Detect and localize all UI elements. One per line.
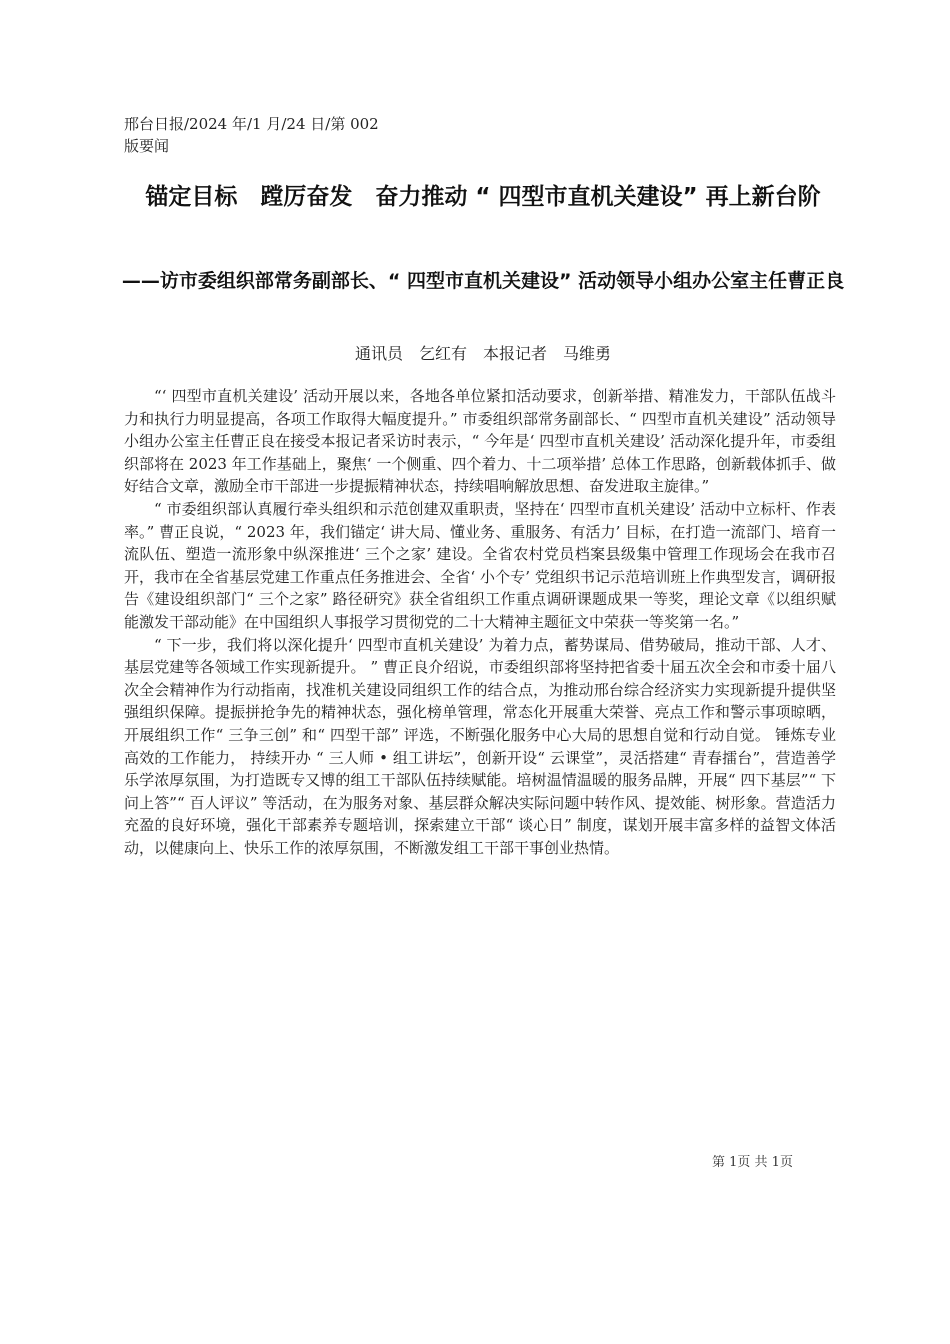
section-line: 版要闻 [124, 137, 170, 155]
paragraph: “ 下一步，我们将以深化提升‘ 四型市直机关建设’ 为着力点，蓄势谋局、借势破局，推动干部、人才、基层党建等各领域工作实现新提升。 ” 曹正良介绍说，市委组织部将坚持把省委十届五次全会和市委十届八次全会精神作为行动指南，找准机关建设同组织工作的结合点，为推动邢台综合经济实力实现新提升提供坚强组织保障。提振拼抢争先的精神状态，强化榜单管理，常态化开展重大荣誉、亮点工作和警示事项晾晒，开展组织工作“ 三争三创” 和“ 四型干部” 评选，不断强化服务中心大局的思想自觉和行动自觉。 锤炼专业高效的工作能力， 持续开办 “ 三人师 • 组工讲坛”，创新开设“ 云课堂”，灵活搭建“ 青春擂台”，营造善学乐学浓厚氛围，为打造既专又博的组工干部队伍持续赋能。培树温情温暖的服务品牌，开展“ 四下基层”“ 下问上答”“ 百人评议” 等活动，在为服务对象、基层群众解决实际问题中转作风、提效能、树形象。营造活力充盈的良好环境，强化干部素养专题培训，探索建立干部“ 谈心日” 制度，谋划开展丰富多样的益智文体活动，以健康向上、快乐工作的浓厚氛围，不断激发组工干部干事创业热情。 [124, 635, 836, 857]
article-body [124, 385, 836, 859]
source-line: 邢台日报/2024 年/1 月/24 日/第 002 [124, 115, 379, 133]
source-meta [124, 113, 379, 157]
paragraph: “‘ 四型市直机关建设’ 活动开展以来，各地各单位紧扣活动要求，创新举措、精准发力，干部队伍战斗力和执行力明显提高，各项工作取得大幅度提升。” 市委组织部常务副部长、“ 四型市直机关建设” 活动领导小组办公室主任曹正良在接受本报记者采访时表示，“ 今年是‘ 四型市直机关建设’ 活动深化提升年，市委组织部将在 2023 年工作基础上，聚焦‘ 一个侧重、四个着力、十二项举措’ 总体工作思路，创新载体抓手、做好结合文章，激励全市干部进一步提振精神状态，持续唱响解放思想、奋发进取主旋律。” [124, 387, 836, 496]
article-byline: 通讯员 乞红有 本报记者 马维勇 [354, 344, 611, 363]
article-subtitle: ——访市委组织部常务副部长、“ 四型市直机关建设” 活动领导小组办公室主任曹正良 [121, 270, 845, 292]
paragraph: “ 市委组织部认真履行牵头组织和示范创建双重职责，坚持在‘ 四型市直机关建设’ 活动中立标杆、作表率。” 曹正良说，“ 2023 年，我们锚定‘ 讲大局、懂业务、重服务、有活力’ 目标，在打造一流部门、培育一流队伍、塑造一流形象中纵深推进‘ 三个之家’ 建设。全省农村党员档案县级集中管理工作现场会在我市召开，我市在全省基层党建工作重点任务推进会、全省‘ 小个专’ 党组织书记示范培训班上作典型发言，调研报告《建设组织部门“ 三个之家” 路径研究》获全省组织工作重点调研课题成果一等奖，理论文章《以组织赋能激发干部动能》在中国组织人事报学习贯彻党的二十大精神主题征文中荣获一等奖第一名。” [124, 499, 836, 631]
article-title: 锚定目标 蹚厉奋发 奋力推动 “ 四型市直机关建设” 再上新台阶 [145, 184, 821, 210]
page-number: 第 1页 共 1页 [712, 1155, 793, 1170]
